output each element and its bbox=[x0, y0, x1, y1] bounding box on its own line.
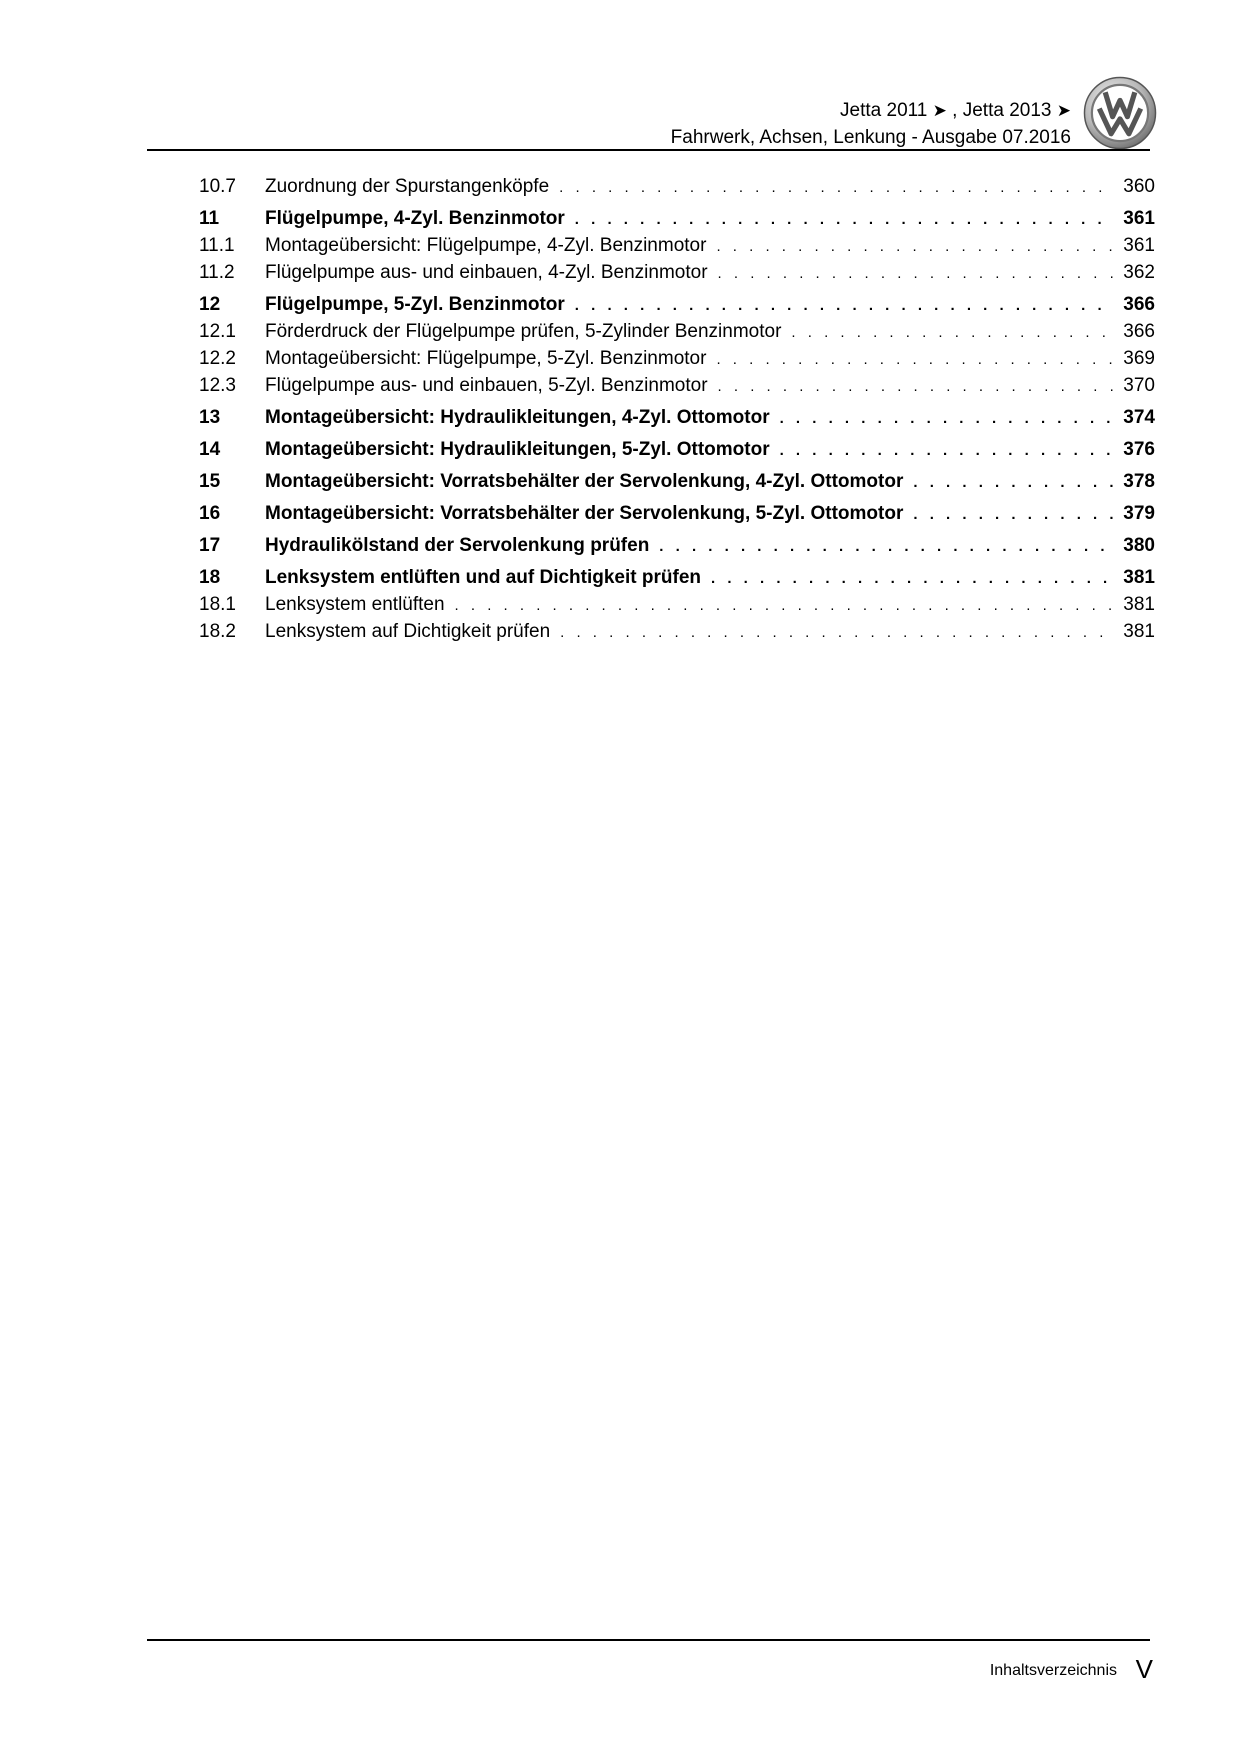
toc-entry-number: 15 bbox=[199, 471, 221, 492]
toc-entry-title: Flügelpumpe, 4-Zyl. Benzinmotor bbox=[265, 208, 565, 229]
toc-dot-leader bbox=[575, 293, 1113, 319]
toc-entry[interactable] bbox=[199, 373, 1155, 400]
toc-entry[interactable] bbox=[199, 292, 1155, 319]
toc-entry-title: Montageübersicht: Flügelpumpe, 4-Zyl. Benzinmotor bbox=[265, 235, 707, 256]
toc-entry-number: 18.2 bbox=[199, 621, 236, 642]
toc-dot-leader bbox=[780, 406, 1113, 432]
toc-entry-page: 378 bbox=[1123, 471, 1155, 492]
toc-entry-number: 13 bbox=[199, 407, 221, 428]
toc-entry-number: 11.2 bbox=[199, 262, 235, 283]
toc-entry[interactable] bbox=[199, 346, 1155, 373]
toc-entry-page: 376 bbox=[1123, 439, 1155, 460]
toc-entry-title: Montageübersicht: Vorratsbehälter der Servolenkung, 5-Zyl. Ottomotor bbox=[265, 503, 904, 524]
header-model-2011: Jetta 2011 bbox=[840, 100, 928, 121]
toc-entry-page: 361 bbox=[1123, 208, 1155, 229]
toc-entry-number: 12 bbox=[199, 294, 221, 315]
toc-dot-leader bbox=[791, 320, 1113, 346]
toc-entry-title: Förderdruck der Flügelpumpe prüfen, 5-Zylinder Benzinmotor bbox=[265, 321, 782, 342]
toc-entry-number: 12.1 bbox=[199, 321, 236, 342]
toc-dot-leader bbox=[716, 234, 1113, 260]
footer-page-number: V bbox=[1135, 1654, 1153, 1684]
toc-entry-page: 362 bbox=[1123, 262, 1155, 283]
toc-dot-leader bbox=[455, 593, 1113, 619]
footer-divider bbox=[147, 1639, 1150, 1641]
toc-entry[interactable] bbox=[199, 319, 1155, 346]
toc-entry[interactable] bbox=[199, 405, 1155, 432]
toc-entry[interactable] bbox=[199, 501, 1155, 528]
header-vehicle-models bbox=[840, 100, 1071, 122]
toc-entry-page: 366 bbox=[1123, 321, 1155, 342]
footer-section-label: Inhaltsverzeichnis bbox=[989, 1662, 1117, 1679]
toc-entry-number: 14 bbox=[199, 439, 221, 460]
toc-entry-number: 18 bbox=[199, 567, 221, 588]
toc-entry-page: 381 bbox=[1123, 567, 1155, 588]
toc-entry-page: 381 bbox=[1123, 621, 1155, 642]
toc-dot-leader bbox=[575, 207, 1113, 233]
toc-entry-title: Flügelpumpe aus- und einbauen, 5-Zyl. Benzinmotor bbox=[265, 375, 708, 396]
toc-entry[interactable] bbox=[199, 469, 1155, 496]
vw-logo-icon bbox=[1083, 76, 1157, 150]
toc-entry[interactable] bbox=[199, 260, 1155, 287]
toc-entry-page: 374 bbox=[1123, 407, 1155, 428]
toc-entry-title: Zuordnung der Spurstangenköpfe bbox=[265, 176, 550, 197]
toc-entry-page: 370 bbox=[1123, 375, 1155, 396]
toc-dot-leader bbox=[711, 566, 1113, 592]
toc-entry-title: Flügelpumpe, 5-Zyl. Benzinmotor bbox=[265, 294, 565, 315]
toc-entry-page: 361 bbox=[1123, 235, 1155, 256]
toc-entry-page: 369 bbox=[1123, 348, 1155, 369]
toc-entry-number: 18.1 bbox=[199, 594, 236, 615]
arrow-right-icon: ➤ bbox=[1056, 101, 1071, 120]
toc-entry[interactable] bbox=[199, 533, 1155, 560]
header-divider bbox=[147, 149, 1150, 151]
toc-entry-title: Montageübersicht: Hydraulikleitungen, 4-Zyl. Ottomotor bbox=[265, 407, 770, 428]
toc-entry-number: 16 bbox=[199, 503, 221, 524]
toc-entry-page: 381 bbox=[1123, 594, 1155, 615]
arrow-right-icon: ➤ bbox=[932, 101, 947, 120]
toc-entry-title: Hydraulikölstand der Servolenkung prüfen bbox=[265, 535, 650, 556]
toc-entry-page: 360 bbox=[1123, 176, 1155, 197]
toc-entry-title: Montageübersicht: Vorratsbehälter der Servolenkung, 4-Zyl. Ottomotor bbox=[265, 471, 904, 492]
toc-entry-title: Lenksystem auf Dichtigkeit prüfen bbox=[265, 621, 551, 642]
toc-entry-number: 17 bbox=[199, 535, 221, 556]
toc-entry-page: 380 bbox=[1123, 535, 1155, 556]
toc-dot-leader bbox=[718, 374, 1113, 400]
toc-entry-title: Lenksystem entlüften bbox=[265, 594, 445, 615]
toc-entry-page: 366 bbox=[1123, 294, 1155, 315]
toc-dot-leader bbox=[913, 502, 1113, 528]
toc-dot-leader bbox=[659, 534, 1113, 560]
toc-dot-leader bbox=[718, 261, 1113, 287]
toc-entry-number: 11.1 bbox=[199, 235, 235, 256]
toc-entry-number: 12.3 bbox=[199, 375, 236, 396]
toc-entry-title: Montageübersicht: Flügelpumpe, 5-Zyl. Benzinmotor bbox=[265, 348, 707, 369]
toc-entry-number: 11 bbox=[199, 208, 220, 229]
toc-entry[interactable] bbox=[199, 592, 1155, 619]
table-of-contents bbox=[199, 174, 1155, 646]
toc-entry[interactable] bbox=[199, 206, 1155, 233]
toc-entry-page: 379 bbox=[1123, 503, 1155, 524]
header-manual-title: Fahrwerk, Achsen, Lenkung - Ausgabe 07.2016 bbox=[670, 127, 1071, 148]
toc-entry-number: 12.2 bbox=[199, 348, 236, 369]
toc-dot-leader bbox=[716, 347, 1113, 373]
toc-dot-leader bbox=[560, 620, 1113, 646]
toc-entry[interactable] bbox=[199, 233, 1155, 260]
toc-entry-title: Lenksystem entlüften und auf Dichtigkeit prüfen bbox=[265, 567, 701, 588]
toc-entry-title: Flügelpumpe aus- und einbauen, 4-Zyl. Benzinmotor bbox=[265, 262, 708, 283]
toc-entry-number: 10.7 bbox=[199, 176, 236, 197]
toc-entry[interactable] bbox=[199, 565, 1155, 592]
toc-entry[interactable] bbox=[199, 437, 1155, 464]
toc-dot-leader bbox=[913, 470, 1113, 496]
toc-dot-leader bbox=[559, 175, 1113, 201]
header-model-2013: , Jetta 2013 bbox=[952, 100, 1052, 121]
toc-dot-leader bbox=[780, 438, 1113, 464]
toc-entry[interactable] bbox=[199, 174, 1155, 201]
toc-entry-title: Montageübersicht: Hydraulikleitungen, 5-Zyl. Ottomotor bbox=[265, 439, 770, 460]
toc-entry[interactable] bbox=[199, 619, 1155, 646]
